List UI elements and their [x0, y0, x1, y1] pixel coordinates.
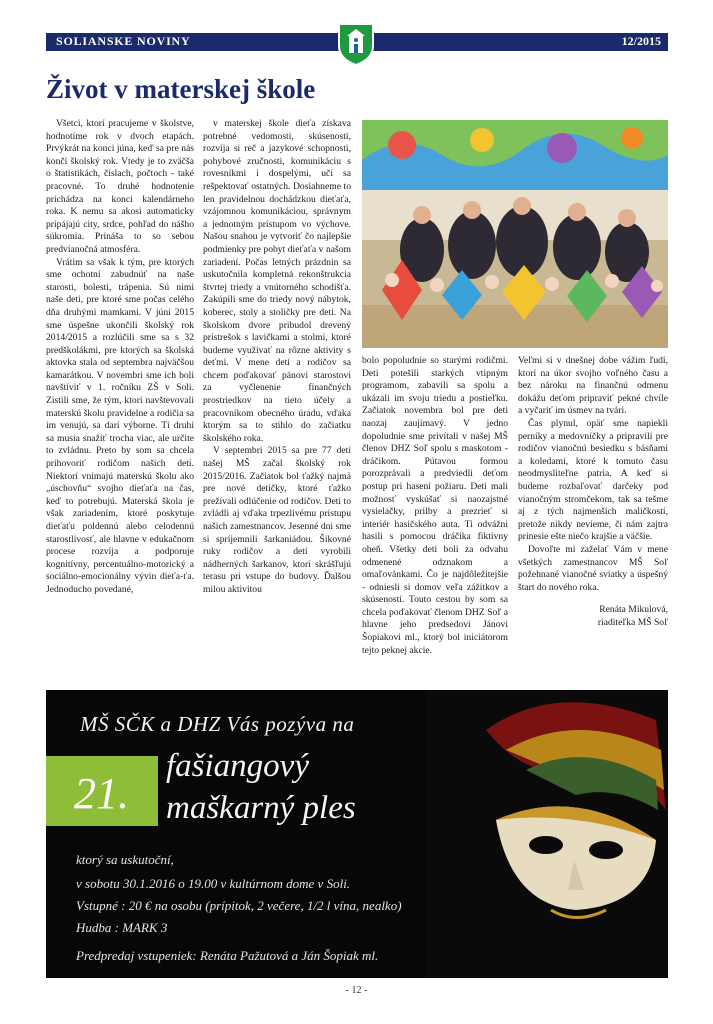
author-signature — [518, 604, 668, 629]
paragraph: v materskej škole dieťa získava potrebné vedomosti, skúsenosti, rozvíja si reč a jazykové schopnosti, pohybové zručnosti, komunikáciu s rovesníkmi i dospelými, učí sa rešpektovať ostatných. Dosiahneme to len pravidelnou dochádzkou dieťaťa, vzájomnou komunikáciou, správnym a jednotným prístupom vo výchove. Našou snahou je vytvoriť čo najlepšie podmienky pre pobyt dieťaťa v našom zariadení. Počas letných prázdnin sa uskutočnila kompletná rekonštrukcia štvrtej triedy a vnútorného schodišťa. Zakúpili sme do triedy nový nábytok, koberec, stoly a stoličky pre deti. Na školskom dvore pribudol drevený prístrešok s lavičkami a stolmi, ktoré budeme využívať na rôzne aktivity s deťmi. V mene detí a rodičov sa chcem poďakovať pánovi starostovi za vyčlenenie finančných prostriedkov na tieto účely a pracovníkom obecného úradu, vďaka ktorým sa to stihlo do začiatku školského roka. — [203, 118, 351, 444]
author-name: Renáta Mikulová, — [599, 604, 668, 616]
event-date-place: v sobotu 30.1.2016 o 19.00 v kultúrnom dome v Soli. — [76, 876, 351, 891]
kindergarten-group-photo — [362, 120, 668, 348]
ball-invitation-banner — [46, 690, 668, 978]
paragraph: Veľmi si v dnešnej dobe vážim ľudí, ktorí na úkor svojho voľného času a bez nároku na finančnú odmenu dokážu deťom pripraviť pekné chvíle a vyčariť im úsmev na tvári. — [518, 355, 668, 417]
banner-headline: MŠ SČK a DHZ Vás pozýva na — [80, 712, 355, 736]
article-column-1 — [46, 118, 194, 597]
event-name-line-2: maškarný ples — [166, 790, 356, 826]
event-music: Hudba : MARK 3 — [76, 920, 168, 935]
event-name-line-1: fašiangový — [166, 748, 309, 784]
issue-number: 12/2015 — [621, 34, 661, 48]
event-edition-number: 21. — [74, 769, 129, 818]
paragraph: V septembri 2015 sa pre 77 detí našej MŠ začal školský rok 2015/2016. Začiatok bol ťažký najmä pre nové detičky, ktoré ťažko prežívali odlúčenie od rodičov. Deti to zvládli aj vďaka trpezlivému prístupu našich zamestnancov. Jesenné dni sme si spríjemnili šarkaniádou. Šikovné ruky rodičov a detí vyrobili nádherných šarkanov, ktorí skrášľujú terasu pri vstupe do budovy. Ďalšou milou aktivitou — [203, 445, 351, 595]
paragraph: Vrátim sa však k tým, pre ktorých sme ochotní zabudnúť na naše starosti, bolesti, trápenia. Sú nimi naše deti, pre ktoré sme počas celého dňa druhými mamkami. V júni 2015 sme úspešne ukončili školský rok 2014/2015 a rozlúčili sme sa s 32 predškolákmi, pre ktorých sa školská aktovka stala od septembra najväčšou kamarátkou. V novembri sme ich boli navštíviť v 1. ročníku ZŠ v Soli. Zistili sme, že tým, ktorí navštevovali materskú školu pravidelne a rodičia sa im venujú, sa darí výborne. Tí druhí sa musia snažiť trocha viac, ale určite to zvládnu. Preto by som sa chcela prihovoriť rodičom našich detí. Niektorí vnímajú materskú školu ako „úschovňu“ svojho dieťaťa na čas, keď to potrebujú. Materská škola je však zariadením, ktoré poskytuje dieťaťu poldennú alebo celodennú starostlivosť, ale hlavne v edukačnom procese rozvíja a podporuje kognitívny, percentuálno-motorický a sociálno-emocionálny vývin dieťa-ťa. Jednoducho povedané, — [46, 256, 194, 595]
article-column-4 — [518, 355, 668, 629]
article-column-2 — [203, 118, 351, 597]
paragraph: bolo popoludnie so starými rodičmi. Deti potešili starkých vtipným programom, zabavili sa spolu a ukázali im svoju triedu a postieľku. Začiatok novembra bol pre deti naozaj zaujímavý. V jedno dopoludnie sme privítali v našej MŠ členov DHZ Soľ spolu s maskotom - dráčikom. Pútavou formou porozprávali a predviedli deťom postup pri hasení požiaru. Deti mali možnosť vyskúšať si naozajstné vysielačky, prilby a prezrieť si interiér hasičského auta. Ti odvážni hasili s pomocou dráčika fiktívny oheň. Všetky deti boli za odvahu odmenené odznakom a omaľovánkami. Čo je najdôležitejšie - odniesli si domov veľa zážitkov a skúseností. Touto cestou by som sa chcela poďakovať členom DHZ Soľ a hlavne jeho predsedovi Jánovi Šopiakovi ml., ktorý bol iniciátorom tejto peknej akcie. — [362, 355, 508, 656]
page-number: - 12 - — [345, 985, 368, 996]
author-role: riaditeľka MŠ Soľ — [597, 616, 668, 628]
carnival-mask-icon — [426, 690, 668, 978]
event-admission: Vstupné : 20 € na osobu (prípitok, 2 večere, 1/2 l vína, nealko) — [76, 898, 402, 913]
article-column-3 — [362, 355, 508, 657]
paragraph: Čas plynul, opäť sme napiekli perníky a medovníčky a pripravili pre rodičov vianočnú besiedku s básňami a koledami, ktoré k tomuto času neodmysliteľne patria. A keď si budeme rozbaľovať darčeky pod vianočným stromčekom, tak sa tešme aj z tých najmenších maličkostí, pretože nikdy nevieme, či nám zajtra prinesie ešte niečo krajšie a väčšie. — [518, 417, 668, 543]
event-detail-intro: ktorý sa uskutoční, — [76, 852, 174, 867]
article-title: Život v materskej škole — [46, 74, 316, 104]
coat-of-arms-icon — [337, 22, 375, 66]
paragraph: Všetci, ktorí pracujeme v školstve, hodnotíme rok v dvoch etapách. Prvýkrát na konci júna, keď sa pre nás končí školský rok. Vtedy je to zväčša o štatistikách, číslach, počtoch - také pracovné. To druhé hodnotenie prichádza na konci kalendárneho roka. K nemu sa akosi automaticky pripájajú city, srdce, pohľad do nášho súkromia. Prináša to so sebou predvianočná atmosféra. — [46, 118, 194, 255]
publication-name: SOLIANSKE NOVINY — [56, 34, 191, 48]
ticket-presale: Predpredaj vstupeniek: Renáta Pažutová a Ján Šopiak ml. — [76, 948, 379, 963]
paragraph: Dovoľte mi zaželať Vám v mene všetkých zamestnancov MŠ Soľ požehnané vianočné sviatky a úspešný štart do nového roka. — [518, 543, 668, 593]
